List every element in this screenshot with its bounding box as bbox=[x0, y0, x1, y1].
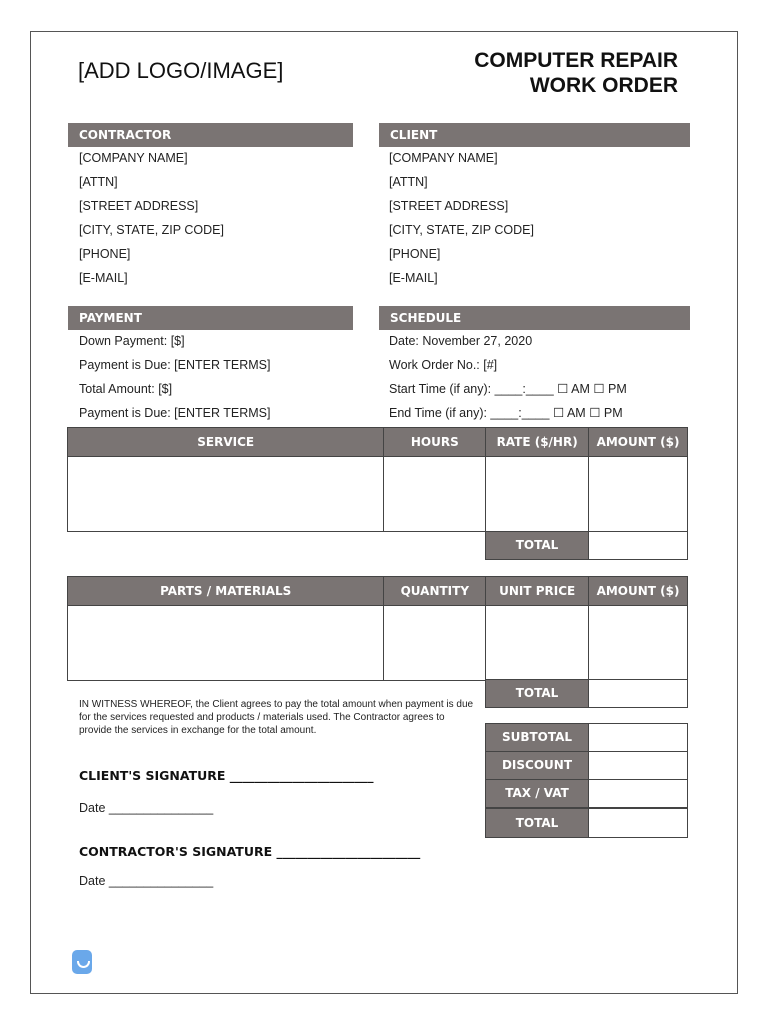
contractor-signature-line[interactable]: CONTRACTOR'S SIGNATURE _______________________ bbox=[79, 844, 421, 859]
parts-total-label: TOTAL bbox=[485, 679, 589, 708]
payment-due-field-2[interactable]: Payment is Due: [ENTER TERMS] bbox=[79, 406, 271, 420]
contractor-email-field[interactable]: [E-MAIL] bbox=[79, 271, 128, 285]
quantity-header: QUANTITY bbox=[384, 577, 486, 606]
discount-value[interactable] bbox=[588, 751, 688, 780]
date-field[interactable]: Date: November 27, 2020 bbox=[389, 334, 533, 348]
parts-amount-header: AMOUNT ($) bbox=[589, 577, 688, 606]
discount-label: DISCOUNT bbox=[485, 751, 589, 780]
table-row bbox=[68, 606, 688, 681]
parts-cell[interactable] bbox=[68, 606, 384, 681]
logo-placeholder[interactable]: [ADD LOGO/IMAGE] bbox=[78, 58, 284, 83]
amount-header: AMOUNT ($) bbox=[589, 428, 688, 457]
grand-total-label: TOTAL bbox=[485, 808, 589, 838]
unit-price-header: UNIT PRICE bbox=[486, 577, 589, 606]
start-time-field[interactable]: Start Time (if any): ____:____ ☐ AM ☐ PM bbox=[389, 382, 627, 396]
contractor-attn-field[interactable]: [ATTN] bbox=[79, 175, 118, 189]
document-title bbox=[474, 48, 678, 98]
payment-heading: PAYMENT bbox=[68, 306, 353, 330]
contractor-phone-field[interactable]: [PHONE] bbox=[79, 247, 131, 261]
rate-header: RATE ($/HR) bbox=[486, 428, 589, 457]
down-payment-field[interactable]: Down Payment: [$] bbox=[79, 334, 185, 348]
hours-header: HOURS bbox=[384, 428, 486, 457]
service-header: SERVICE bbox=[68, 428, 384, 457]
client-signature-line[interactable]: CLIENT'S SIGNATURE _______________________ bbox=[79, 768, 374, 783]
end-time-field[interactable]: End Time (if any): ____:____ ☐ AM ☐ PM bbox=[389, 406, 623, 420]
contractor-city-field[interactable]: [CITY, STATE, ZIP CODE] bbox=[79, 223, 224, 237]
client-company-field[interactable]: [COMPANY NAME] bbox=[389, 151, 498, 165]
quantity-cell[interactable] bbox=[384, 606, 486, 681]
client-email-field[interactable]: [E-MAIL] bbox=[389, 271, 438, 285]
parts-table bbox=[67, 576, 688, 681]
amount-cell[interactable] bbox=[589, 457, 688, 532]
parts-header: PARTS / MATERIALS bbox=[68, 577, 384, 606]
subtotal-value[interactable] bbox=[588, 723, 688, 752]
tax-value[interactable] bbox=[588, 779, 688, 808]
title-line-2: WORK ORDER bbox=[529, 74, 678, 97]
contractor-company-field[interactable]: [COMPANY NAME] bbox=[79, 151, 188, 165]
tax-label: TAX / VAT bbox=[485, 779, 589, 808]
title-line-1: COMPUTER REPAIR bbox=[474, 49, 678, 72]
client-attn-field[interactable]: [ATTN] bbox=[389, 175, 428, 189]
hours-cell[interactable] bbox=[384, 457, 486, 532]
table-row bbox=[68, 457, 688, 532]
service-table bbox=[67, 427, 688, 532]
service-total-value[interactable] bbox=[588, 531, 688, 560]
contractor-heading: CONTRACTOR bbox=[68, 123, 353, 147]
service-cell[interactable] bbox=[68, 457, 384, 532]
contractor-street-field[interactable]: [STREET ADDRESS] bbox=[79, 199, 199, 213]
parts-total-value[interactable] bbox=[588, 679, 688, 708]
client-heading: CLIENT bbox=[379, 123, 690, 147]
service-total-label: TOTAL bbox=[485, 531, 589, 560]
contractor-date-line[interactable]: Date _______________ bbox=[79, 874, 214, 888]
subtotal-label: SUBTOTAL bbox=[485, 723, 589, 752]
client-street-field[interactable]: [STREET ADDRESS] bbox=[389, 199, 509, 213]
payment-due-field[interactable]: Payment is Due: [ENTER TERMS] bbox=[79, 358, 271, 372]
parts-amount-cell[interactable] bbox=[589, 606, 688, 681]
witness-clause: IN WITNESS WHEREOF, the Client agrees to pay the total amount when payment is due for the services requested and products / materials used. The Contractor agrees to provide the services in exchange for the total amount. bbox=[79, 699, 474, 736]
app-badge-icon[interactable] bbox=[72, 950, 92, 974]
schedule-heading: SCHEDULE bbox=[379, 306, 690, 330]
work-order-number-field[interactable]: Work Order No.: [#] bbox=[389, 358, 498, 372]
client-city-field[interactable]: [CITY, STATE, ZIP CODE] bbox=[389, 223, 534, 237]
unit-price-cell[interactable] bbox=[486, 606, 589, 681]
client-date-line[interactable]: Date _______________ bbox=[79, 801, 214, 815]
client-phone-field[interactable]: [PHONE] bbox=[389, 247, 441, 261]
rate-cell[interactable] bbox=[486, 457, 589, 532]
grand-total-value[interactable] bbox=[588, 808, 688, 838]
total-amount-field[interactable]: Total Amount: [$] bbox=[79, 382, 173, 396]
